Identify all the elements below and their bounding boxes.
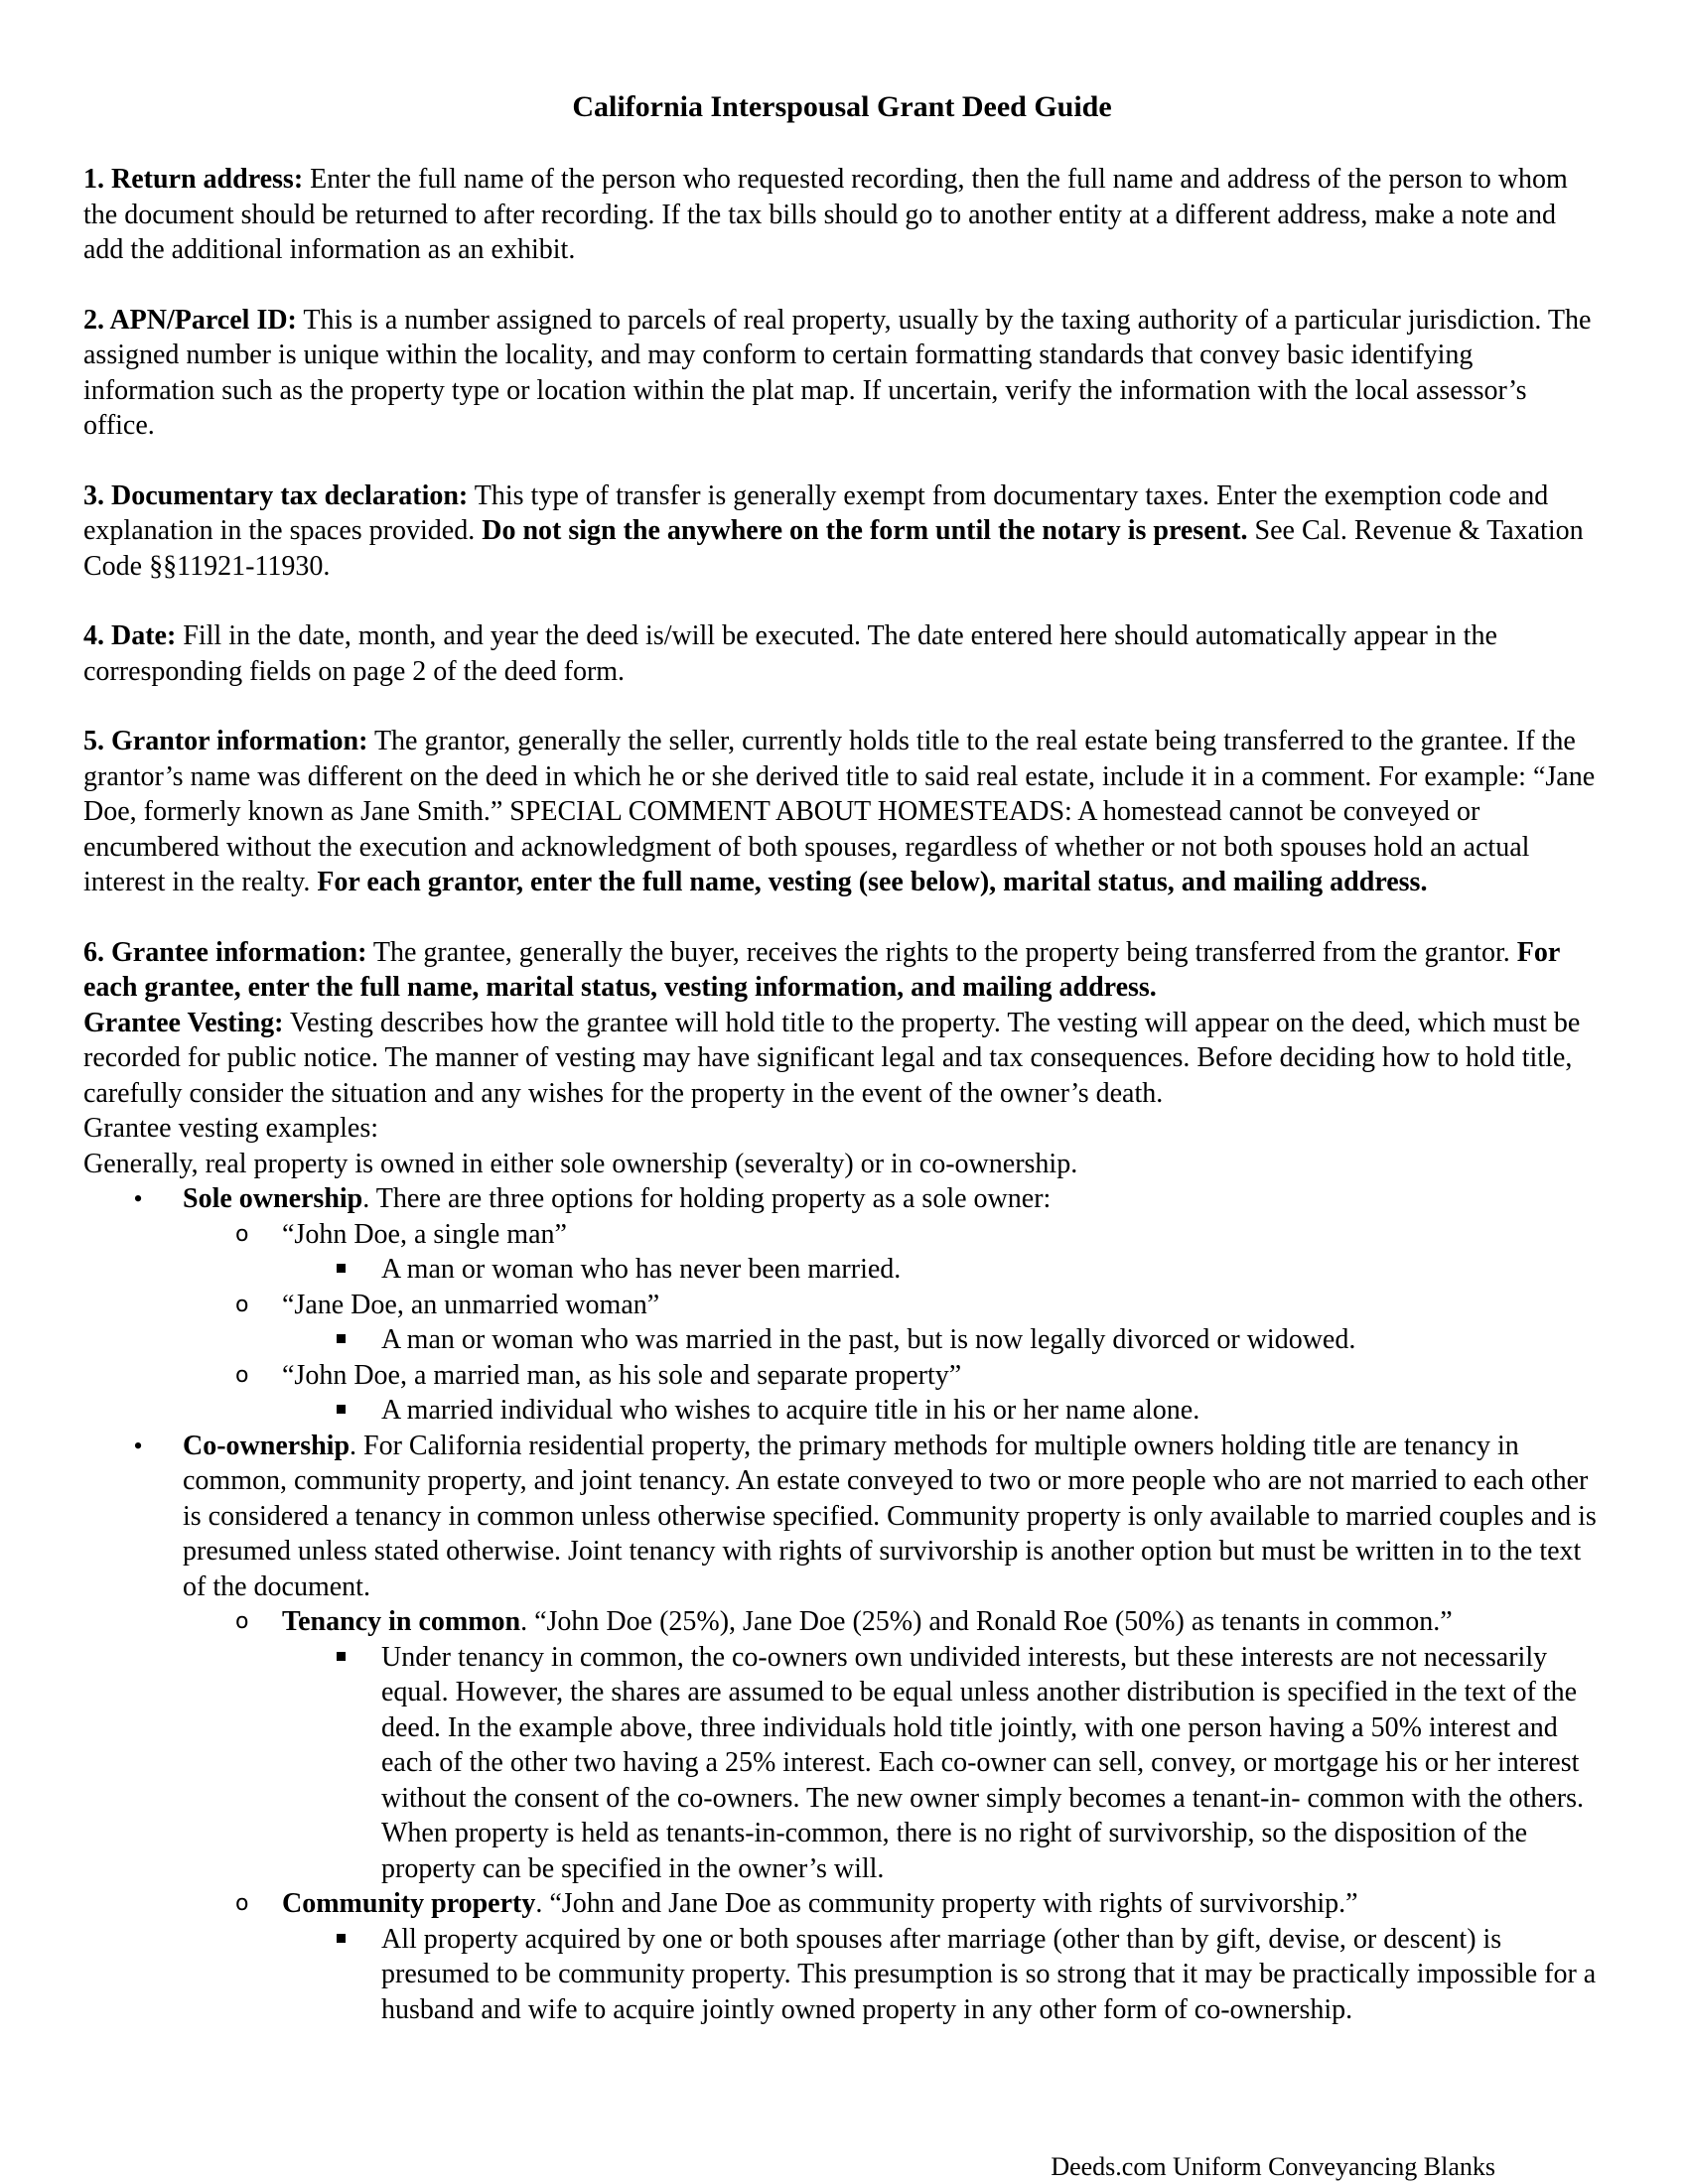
vesting-text: Vesting describes how the grantee will hold title to the property. The vesting will appear on the deed, which must be recorded for public notice. The manner of vesting may have significant legal and tax consequences. Before deciding how to hold title, carefully consider the situation and any wishes for the property in the event of the owner’s death. — [83, 1007, 1581, 1109]
section-text: This type of transfer is generally exempt from documentary taxes. Enter the exemption code and explanation in the spaces provided. — [83, 479, 1549, 546]
sole-ownership-options — [83, 1217, 1601, 1429]
page-footer: Deeds.com Uniform Conveyancing Blanks — [1051, 2152, 1495, 2181]
option-description: Under tenancy in common, the co-owners own undivided interests, but these interests are not necessarily equal. However, the shares are assumed to be equal unless another distribution is specified in the text of the deed. In the example above, three individuals hold title jointly, with one person having a 50% interest and each of the other two having a 25% interest. Each co-owner can sell, convey, or mortgage his or her interest without the consent of the co-owners. The new owner simply becomes a tenant-in- common with the others. When property is held as tenants-in-common, there is no right of survivorship, so the disposition of the property can be specified in the owner’s will. — [381, 1641, 1584, 1884]
section-bold-note: Do not sign the anywhere on the form until the notary is present. — [482, 515, 1248, 546]
generally-line: Generally, real property is owned in either sole ownership (severalty) or in co-ownership. — [83, 1148, 1078, 1179]
option-description: All property acquired by one or both spouses after marriage (other than by gift, devise, or descent) is presumed to be community property. This presumption is so strong that it may be practically impossible for a husband and wife to acquire jointly owned property in any other form of co-ownership. — [381, 1923, 1597, 2025]
section-label: 6. Grantee information: — [83, 936, 367, 968]
section-text: Fill in the date, month, and year the deed is/will be executed. The date entered here should automatically appear in the corresponding fields on page 2 of the deed form. — [83, 620, 1497, 687]
item-label: Sole ownership — [183, 1183, 363, 1214]
section-text: Enter the full name of the person who requested recording, then the full name and address of the person to whom the document should be returned to after recording. If the tax bills should go to another entity at a different address, make a note and add the additional information as an exhibit. — [83, 164, 1568, 265]
section-date — [83, 618, 1601, 689]
option-label: Tenancy in common — [282, 1606, 521, 1637]
item-text: . There are three options for holding property as a sole owner: — [362, 1183, 1052, 1214]
square-bullet-icon — [337, 1652, 346, 1661]
grantee-paragraph — [83, 935, 1601, 1006]
circle-bullet-icon: o — [235, 1362, 249, 1388]
sub-list — [83, 1922, 1601, 2028]
circle-bullet-icon: o — [235, 1221, 249, 1247]
circle-bullet-icon: o — [235, 1292, 249, 1317]
section-label: 1. Return address: — [83, 164, 304, 195]
section-text: This is a number assigned to parcels of real property, usually by the taxing authority of a particular jurisdiction. The assigned number is unique within the locality, and may conform to certain formatting standards that convey basic identifying information such as the property type or location within the plat map. If uncertain, verify the information with the local assessor’s office. — [83, 304, 1592, 441]
sub-list — [83, 1322, 1601, 1358]
square-bullet-icon — [337, 1405, 346, 1414]
circle-bullet-icon: o — [235, 1891, 249, 1916]
item-text: . For California residential property, the primary methods for multiple owners holding title are tenancy in common, community property, and joint tenancy. An estate conveyed to two or more people who are not married to each other is considered a tenancy in common unless otherwise specified. Community property is only available to married couples and is presumed unless stated otherwise. Joint tenancy with rights of survivorship is another option but must be written in to the text of the document. — [183, 1430, 1597, 1602]
list-item — [83, 1322, 1601, 1358]
list-item — [83, 1217, 1601, 1288]
section-text: The grantee, generally the buyer, receives the rights to the property being transferred from the grantor. — [366, 936, 1517, 968]
list-item-community-property — [83, 1886, 1601, 2027]
co-ownership-options — [83, 1604, 1601, 2027]
section-label: 5. Grantor information: — [83, 726, 368, 756]
example-description: A man or woman who has never been married. — [381, 1254, 902, 1285]
section-text: See Cal. Revenue & Taxation Code §§11921-11930. — [83, 515, 1584, 582]
section-return-address — [83, 162, 1601, 268]
list-item — [83, 1288, 1601, 1358]
square-bullet-icon — [337, 1264, 346, 1273]
list-item-co-ownership — [83, 1429, 1601, 2028]
grantee-vesting-paragraph — [83, 1006, 1601, 1112]
list-item-tenancy-in-common — [83, 1604, 1601, 1886]
square-bullet-icon — [337, 1934, 346, 1943]
list-item — [83, 1358, 1601, 1429]
vesting-example: “John Doe, a single man” — [282, 1218, 567, 1250]
sub-list — [83, 1393, 1601, 1429]
section-label: 4. Date: — [83, 620, 177, 651]
list-item — [83, 1252, 1601, 1288]
section-label: 3. Documentary tax declaration: — [83, 479, 469, 511]
sub-list — [83, 1252, 1601, 1288]
bullet-icon: • — [133, 1184, 143, 1213]
section-grantor-information — [83, 724, 1601, 900]
section-bold-note: For each grantee, enter the full name, marital status, vesting information, and mailing address. — [83, 936, 1560, 1003]
vesting-example: “John Doe, a married man, as his sole and separate property” — [282, 1359, 962, 1391]
sub-list — [83, 1640, 1601, 1887]
section-documentary-tax — [83, 478, 1601, 585]
option-label: Community property — [282, 1888, 536, 1919]
square-bullet-icon — [337, 1334, 346, 1343]
example-description: A man or woman who was married in the past, but is now legally divorced or widowed. — [381, 1324, 1356, 1355]
option-example: . “John Doe (25%), Jane Doe (25%) and Ronald Roe (50%) as tenants in common.” — [520, 1606, 1453, 1637]
section-grantee-information — [83, 935, 1601, 2028]
vesting-example: “Jane Doe, an unmarried woman” — [282, 1289, 660, 1320]
list-item — [83, 1922, 1601, 2028]
ownership-list — [83, 1181, 1601, 2027]
section-label: 2. APN/Parcel ID: — [83, 304, 297, 336]
list-item-sole-ownership — [83, 1181, 1601, 1429]
section-apn-parcel-id — [83, 303, 1601, 444]
option-example: . “John and Jane Doe as community property with rights of survivorship.” — [535, 1888, 1358, 1919]
bullet-icon: • — [133, 1431, 143, 1460]
section-bold-note: For each grantor, enter the full name, vesting (see below), marital status, and mailing address. — [317, 867, 1428, 897]
vesting-examples-line: Grantee vesting examples: — [83, 1113, 379, 1144]
circle-bullet-icon: o — [235, 1609, 249, 1634]
item-label: Co-ownership — [183, 1430, 351, 1461]
section-text: The grantor, generally the seller, currently holds title to the real estate being transferred to the grantee. If the grantor’s name was different on the deed in which he or she derived title to said real estate, include it in a comment. For example: “Jane Doe, formerly known as Jane Smith.” SPECIAL COMMENT ABOUT HOMESTEADS: A homestead cannot be conveyed or encumbered without the execution and acknowledgment of both spouses, regardless of whether or not both spouses hold an actual interest in the realty. — [83, 726, 1596, 897]
page-title: California Interspousal Grant Deed Guide — [572, 90, 1112, 123]
list-item — [83, 1393, 1601, 1429]
list-item — [83, 1640, 1601, 1887]
vesting-label: Grantee Vesting: — [83, 1007, 284, 1038]
example-description: A married individual who wishes to acquire title in his or her name alone. — [381, 1395, 1200, 1426]
